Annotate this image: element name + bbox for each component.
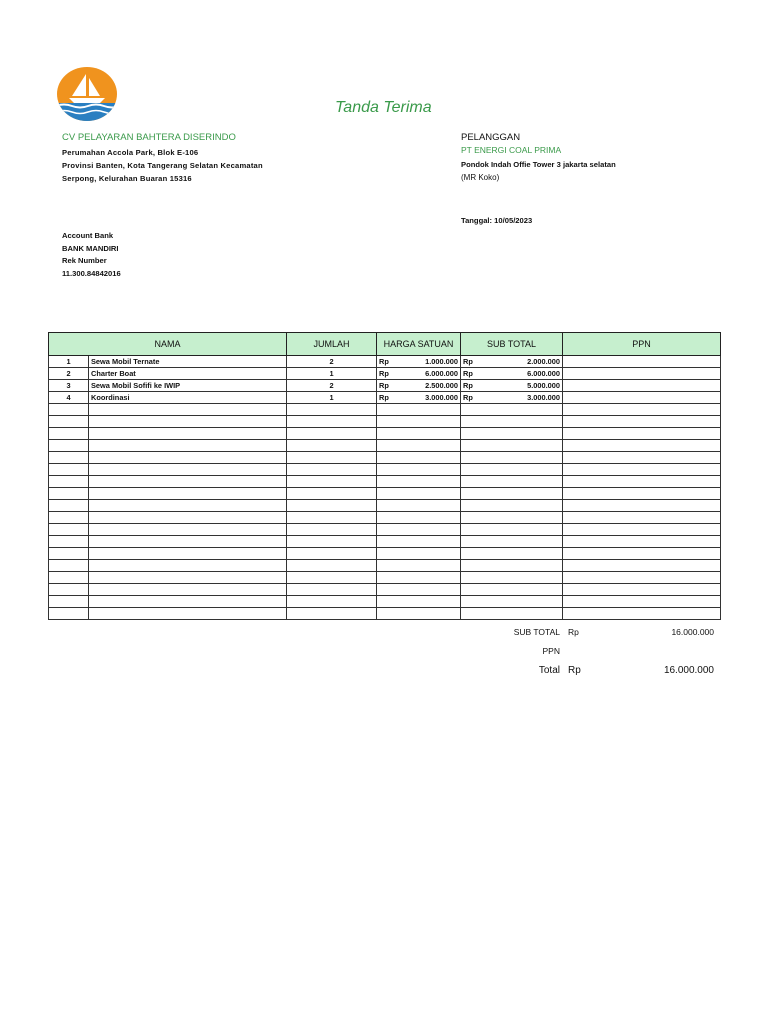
empty-cell bbox=[563, 608, 721, 620]
empty-cell bbox=[287, 560, 377, 572]
empty-cell bbox=[563, 488, 721, 500]
bank-block bbox=[62, 230, 121, 280]
bank-label: Account Bank bbox=[62, 231, 114, 240]
table-row-empty bbox=[49, 440, 721, 452]
empty-cell bbox=[377, 572, 461, 584]
row-subtotal-value: 6.000.000 bbox=[527, 368, 561, 378]
col-header-ppn: PPN bbox=[563, 333, 721, 356]
empty-cell bbox=[287, 452, 377, 464]
empty-cell bbox=[49, 524, 89, 536]
table-row-empty bbox=[49, 524, 721, 536]
col-header-nama: NAMA bbox=[49, 333, 287, 356]
empty-cell bbox=[49, 536, 89, 548]
row-jumlah: 1 bbox=[287, 368, 377, 380]
subtotal-row bbox=[500, 627, 720, 641]
empty-cell bbox=[377, 488, 461, 500]
empty-cell bbox=[287, 428, 377, 440]
empty-cell bbox=[287, 512, 377, 524]
table-row-empty bbox=[49, 500, 721, 512]
row-subtotal-value: 3.000.000 bbox=[527, 392, 561, 402]
empty-cell bbox=[461, 560, 563, 572]
empty-cell bbox=[461, 524, 563, 536]
row-ppn bbox=[563, 380, 721, 392]
empty-cell bbox=[563, 560, 721, 572]
row-number: 2 bbox=[49, 368, 89, 380]
empty-cell bbox=[377, 560, 461, 572]
empty-cell bbox=[287, 608, 377, 620]
customer-attention: (MR Koko) bbox=[461, 173, 500, 182]
empty-cell bbox=[563, 404, 721, 416]
empty-cell bbox=[377, 500, 461, 512]
table-row-empty bbox=[49, 404, 721, 416]
empty-cell bbox=[49, 464, 89, 476]
table-row-empty bbox=[49, 464, 721, 476]
empty-cell bbox=[461, 608, 563, 620]
empty-cell bbox=[287, 416, 377, 428]
row-subtotal-currency: Rp bbox=[463, 392, 473, 402]
total-row bbox=[500, 665, 720, 679]
empty-cell bbox=[89, 548, 287, 560]
empty-cell bbox=[287, 596, 377, 608]
empty-cell bbox=[49, 608, 89, 620]
row-nama: Charter Boat bbox=[89, 368, 287, 380]
empty-cell bbox=[461, 500, 563, 512]
table-row bbox=[49, 392, 721, 404]
row-harga-currency: Rp bbox=[379, 392, 389, 402]
empty-cell bbox=[563, 572, 721, 584]
empty-cell bbox=[89, 584, 287, 596]
empty-cell bbox=[49, 488, 89, 500]
company-address-line: Perumahan Accola Park, Blok E-106 bbox=[62, 148, 199, 157]
table-row-empty bbox=[49, 560, 721, 572]
row-subtotal-currency: Rp bbox=[463, 380, 473, 390]
empty-cell bbox=[563, 476, 721, 488]
empty-cell bbox=[49, 500, 89, 512]
row-subtotal bbox=[461, 380, 563, 392]
empty-cell bbox=[377, 596, 461, 608]
row-harga bbox=[377, 392, 461, 404]
empty-cell bbox=[89, 428, 287, 440]
customer-heading: PELANGGAN bbox=[461, 132, 521, 143]
empty-cell bbox=[89, 536, 287, 548]
empty-cell bbox=[89, 512, 287, 524]
row-subtotal-currency: Rp bbox=[463, 356, 473, 366]
empty-cell bbox=[461, 476, 563, 488]
empty-cell bbox=[377, 608, 461, 620]
empty-cell bbox=[89, 572, 287, 584]
table-row bbox=[49, 356, 721, 368]
empty-cell bbox=[287, 572, 377, 584]
table-row-empty bbox=[49, 476, 721, 488]
row-number: 3 bbox=[49, 380, 89, 392]
empty-cell bbox=[89, 440, 287, 452]
empty-cell bbox=[563, 584, 721, 596]
company-address-line: Serpong, Kelurahan Buaran 15316 bbox=[62, 174, 192, 183]
rek-number: 11.300.84842016 bbox=[62, 268, 121, 278]
empty-cell bbox=[377, 476, 461, 488]
table-row bbox=[49, 368, 721, 380]
empty-cell bbox=[49, 476, 89, 488]
empty-cell bbox=[287, 536, 377, 548]
empty-cell bbox=[563, 464, 721, 476]
empty-cell bbox=[461, 428, 563, 440]
table-row-empty bbox=[49, 536, 721, 548]
empty-cell bbox=[461, 548, 563, 560]
table-row-empty bbox=[49, 596, 721, 608]
empty-cell bbox=[89, 464, 287, 476]
row-subtotal-currency: Rp bbox=[463, 368, 473, 378]
empty-cell bbox=[287, 464, 377, 476]
ppn-row bbox=[500, 646, 720, 660]
row-ppn bbox=[563, 356, 721, 368]
row-number: 1 bbox=[49, 356, 89, 368]
row-jumlah: 2 bbox=[287, 356, 377, 368]
empty-cell bbox=[563, 524, 721, 536]
row-harga-currency: Rp bbox=[379, 380, 389, 390]
col-header-subtotal: SUB TOTAL bbox=[461, 333, 563, 356]
empty-cell bbox=[377, 548, 461, 560]
row-subtotal bbox=[461, 356, 563, 368]
row-subtotal-value: 5.000.000 bbox=[527, 380, 561, 390]
row-jumlah: 1 bbox=[287, 392, 377, 404]
empty-cell bbox=[89, 404, 287, 416]
empty-cell bbox=[89, 596, 287, 608]
table-row-empty bbox=[49, 428, 721, 440]
empty-cell bbox=[563, 536, 721, 548]
empty-cell bbox=[89, 560, 287, 572]
empty-cell bbox=[377, 416, 461, 428]
empty-cell bbox=[89, 416, 287, 428]
total-value: 16.000.000 bbox=[663, 665, 714, 676]
empty-cell bbox=[377, 536, 461, 548]
empty-cell bbox=[461, 512, 563, 524]
empty-cell bbox=[461, 596, 563, 608]
empty-cell bbox=[377, 440, 461, 452]
empty-cell bbox=[461, 452, 563, 464]
empty-cell bbox=[461, 416, 563, 428]
customer-name: PT ENERGI COAL PRIMA bbox=[461, 145, 562, 155]
empty-cell bbox=[287, 440, 377, 452]
empty-cell bbox=[461, 584, 563, 596]
empty-cell bbox=[287, 500, 377, 512]
row-harga bbox=[377, 368, 461, 380]
empty-cell bbox=[563, 452, 721, 464]
empty-cell bbox=[89, 608, 287, 620]
row-nama: Sewa Mobil Sofifi ke IWIP bbox=[89, 380, 287, 392]
empty-cell bbox=[89, 500, 287, 512]
row-subtotal-value: 2.000.000 bbox=[527, 356, 561, 366]
empty-cell bbox=[461, 536, 563, 548]
col-header-harga: HARGA SATUAN bbox=[377, 333, 461, 356]
row-number: 4 bbox=[49, 392, 89, 404]
empty-cell bbox=[49, 440, 89, 452]
empty-cell bbox=[461, 404, 563, 416]
empty-cell bbox=[287, 584, 377, 596]
table-row-empty bbox=[49, 488, 721, 500]
table-row-empty bbox=[49, 452, 721, 464]
empty-cell bbox=[461, 488, 563, 500]
empty-cell bbox=[377, 584, 461, 596]
row-nama: Sewa Mobil Ternate bbox=[89, 356, 287, 368]
empty-cell bbox=[461, 464, 563, 476]
empty-cell bbox=[563, 500, 721, 512]
sailboat-logo bbox=[56, 66, 118, 122]
subtotal-label: SUB TOTAL bbox=[513, 627, 560, 637]
row-harga-currency: Rp bbox=[379, 368, 389, 378]
empty-cell bbox=[563, 428, 721, 440]
table-row-empty bbox=[49, 608, 721, 620]
row-ppn bbox=[563, 368, 721, 380]
empty-cell bbox=[49, 416, 89, 428]
empty-cell bbox=[287, 548, 377, 560]
empty-cell bbox=[461, 440, 563, 452]
company-block bbox=[62, 132, 362, 185]
table-row-empty bbox=[49, 512, 721, 524]
row-harga bbox=[377, 356, 461, 368]
col-header-jumlah: JUMLAH bbox=[287, 333, 377, 356]
empty-cell bbox=[287, 404, 377, 416]
document-date: Tanggal: 10/05/2023 bbox=[461, 216, 533, 225]
row-ppn bbox=[563, 392, 721, 404]
row-harga bbox=[377, 380, 461, 392]
empty-cell bbox=[287, 476, 377, 488]
empty-cell bbox=[49, 584, 89, 596]
customer-block bbox=[461, 132, 741, 184]
total-currency: Rp bbox=[568, 665, 581, 676]
row-harga-value: 2.500.000 bbox=[425, 380, 459, 390]
empty-cell bbox=[377, 404, 461, 416]
row-harga-value: 1.000.000 bbox=[425, 356, 459, 366]
empty-cell bbox=[287, 488, 377, 500]
row-harga-value: 3.000.000 bbox=[425, 392, 459, 402]
empty-cell bbox=[89, 452, 287, 464]
empty-cell bbox=[377, 512, 461, 524]
table-row-empty bbox=[49, 416, 721, 428]
empty-cell bbox=[377, 464, 461, 476]
empty-cell bbox=[89, 488, 287, 500]
empty-cell bbox=[49, 596, 89, 608]
items-table-body bbox=[49, 356, 721, 620]
customer-address: Pondok Indah Offie Tower 3 jakarta selatan bbox=[461, 160, 616, 169]
empty-cell bbox=[563, 548, 721, 560]
company-address-line: Provinsi Banten, Kota Tangerang Selatan Kecamatan bbox=[62, 161, 263, 170]
empty-cell bbox=[377, 524, 461, 536]
empty-cell bbox=[49, 560, 89, 572]
empty-cell bbox=[563, 512, 721, 524]
table-row bbox=[49, 380, 721, 392]
table-header-row bbox=[49, 333, 721, 356]
empty-cell bbox=[377, 428, 461, 440]
empty-cell bbox=[89, 476, 287, 488]
empty-cell bbox=[563, 416, 721, 428]
total-label: Total bbox=[538, 665, 560, 676]
empty-cell bbox=[89, 524, 287, 536]
row-subtotal bbox=[461, 368, 563, 380]
empty-cell bbox=[563, 596, 721, 608]
ppn-label: PPN bbox=[542, 646, 560, 656]
document-title: Tanda Terima bbox=[335, 99, 432, 116]
table-row-empty bbox=[49, 548, 721, 560]
row-harga-value: 6.000.000 bbox=[425, 368, 459, 378]
empty-cell bbox=[49, 452, 89, 464]
empty-cell bbox=[287, 524, 377, 536]
empty-cell bbox=[49, 548, 89, 560]
empty-cell bbox=[461, 572, 563, 584]
subtotal-value: 16.000.000 bbox=[671, 627, 714, 637]
bank-name: BANK MANDIRI bbox=[62, 243, 119, 253]
table-row-empty bbox=[49, 584, 721, 596]
empty-cell bbox=[49, 404, 89, 416]
empty-cell bbox=[49, 512, 89, 524]
row-nama: Koordinasi bbox=[89, 392, 287, 404]
table-row-empty bbox=[49, 572, 721, 584]
rek-label: Rek Number bbox=[62, 256, 107, 265]
items-table bbox=[48, 332, 721, 620]
empty-cell bbox=[563, 440, 721, 452]
empty-cell bbox=[49, 428, 89, 440]
subtotal-currency: Rp bbox=[568, 627, 579, 637]
row-jumlah: 2 bbox=[287, 380, 377, 392]
empty-cell bbox=[377, 452, 461, 464]
company-name: CV PELAYARAN BAHTERA DISERINDO bbox=[62, 132, 236, 143]
empty-cell bbox=[49, 572, 89, 584]
row-subtotal bbox=[461, 392, 563, 404]
row-harga-currency: Rp bbox=[379, 356, 389, 366]
